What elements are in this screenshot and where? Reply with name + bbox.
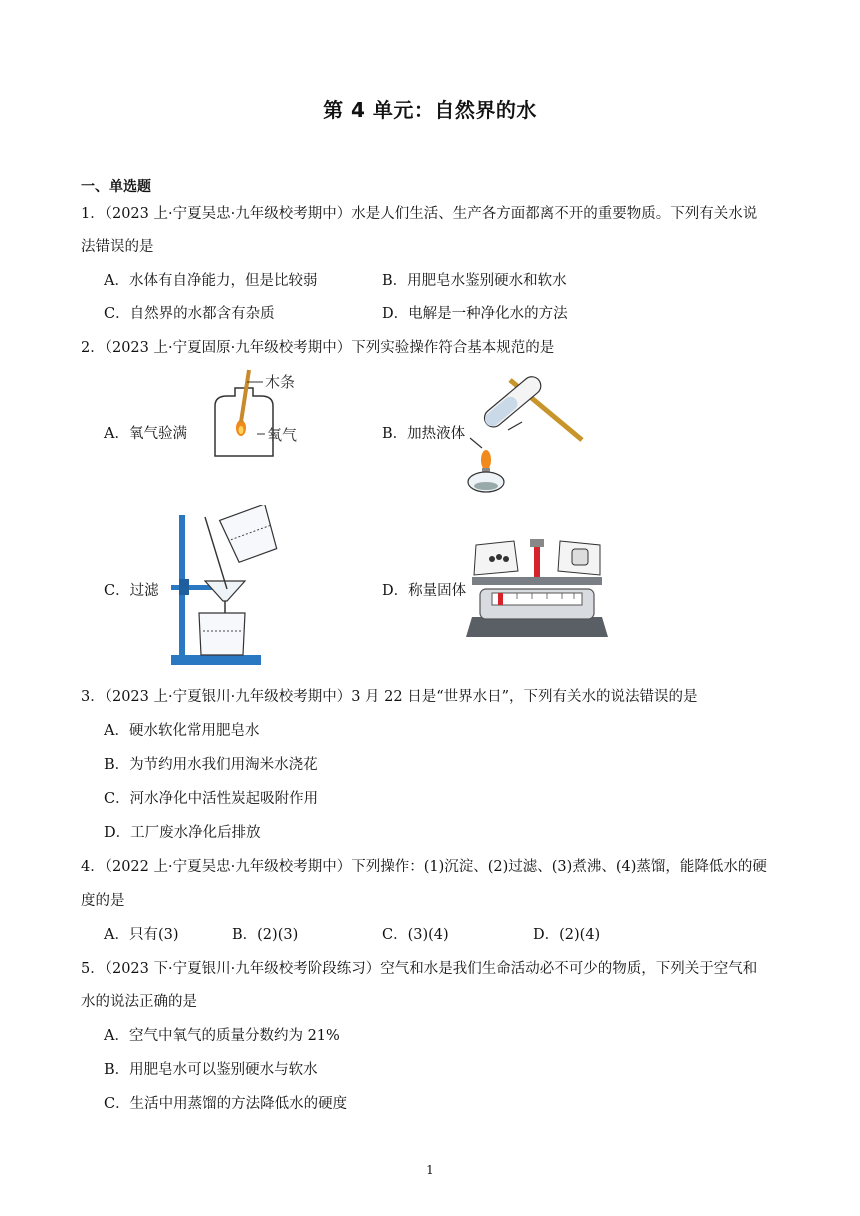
q4-option-c: C．(3)(4) bbox=[382, 927, 449, 943]
q5-option-b: B．用肥皂水可以鉴别硬水与软水 bbox=[104, 1062, 318, 1078]
oxygen-test-figure bbox=[195, 368, 315, 460]
filtration-figure bbox=[165, 505, 305, 670]
question-1-line2: 法错误的是 bbox=[81, 239, 154, 255]
q3-option-a: A．硬水软化常用肥皂水 bbox=[104, 723, 260, 739]
q4-option-d: D．(2)(4) bbox=[533, 927, 601, 943]
q5-option-c: C．生活中用蒸馏的方法降低水的硬度 bbox=[104, 1096, 348, 1112]
q1-option-a: A．水体有自净能力，但是比较弱 bbox=[104, 273, 318, 289]
gas-label: 氧气 bbox=[267, 426, 298, 444]
q1-option-b: B．用肥皂水鉴别硬水和软水 bbox=[382, 273, 567, 289]
q1-option-d: D．电解是一种净化水的方法 bbox=[382, 306, 568, 322]
section-heading: 一、单选题 bbox=[81, 179, 151, 195]
heating-liquid-figure bbox=[460, 368, 585, 493]
question-4-line2: 度的是 bbox=[81, 893, 125, 909]
q2-option-b: B．加热液体 bbox=[382, 426, 466, 442]
q4-option-a: A．只有(3) bbox=[104, 927, 179, 943]
q5-option-a: A．空气中氧气的质量分数约为 21% bbox=[104, 1028, 340, 1044]
question-4-line1: 4．（2022 上·宁夏吴忠·九年级校考期中）下列操作：(1)沉淀、(2)过滤、(3)煮沸、(4)蒸馏，能降低水的硬 bbox=[81, 859, 767, 875]
page-number: 1 bbox=[426, 1163, 434, 1177]
question-5-line1: 5．（2023 下·宁夏银川·九年级校考阶段练习）空气和水是我们生命活动必不可少的物质，下列关于空气和 bbox=[81, 961, 758, 977]
question-1-line1: 1．（2023 上·宁夏吴忠·九年级校考期中）水是人们生活、生产各方面都离不开的重要物质。下列有关水说 bbox=[81, 206, 758, 222]
stick-label: 木条 bbox=[265, 373, 296, 391]
question-5-line2: 水的说法正确的是 bbox=[81, 994, 197, 1010]
page-title: 第 4 单元：自然界的水 bbox=[323, 98, 537, 122]
q2-option-a: A．氧气验满 bbox=[104, 426, 187, 442]
question-2-line1: 2．（2023 上·宁夏固原·九年级校考期中）下列实验操作符合基本规范的是 bbox=[81, 340, 555, 356]
q3-option-c: C．河水净化中活性炭起吸附作用 bbox=[104, 791, 319, 807]
q4-option-b: B．(2)(3) bbox=[232, 927, 299, 943]
balance-figure bbox=[462, 535, 612, 640]
q1-option-c: C．自然界的水都含有杂质 bbox=[104, 306, 275, 322]
question-3-line1: 3．（2023 上·宁夏银川·九年级校考期中）3 月 22 日是“世界水日”，下列有关水的说法错误的是 bbox=[81, 689, 698, 705]
q3-option-b: B．为节约用水我们用淘米水浇花 bbox=[104, 757, 318, 773]
q2-option-d: D．称量固体 bbox=[382, 583, 467, 599]
q2-option-c: C．过滤 bbox=[104, 583, 159, 599]
q3-option-d: D．工厂废水净化后排放 bbox=[104, 825, 261, 841]
